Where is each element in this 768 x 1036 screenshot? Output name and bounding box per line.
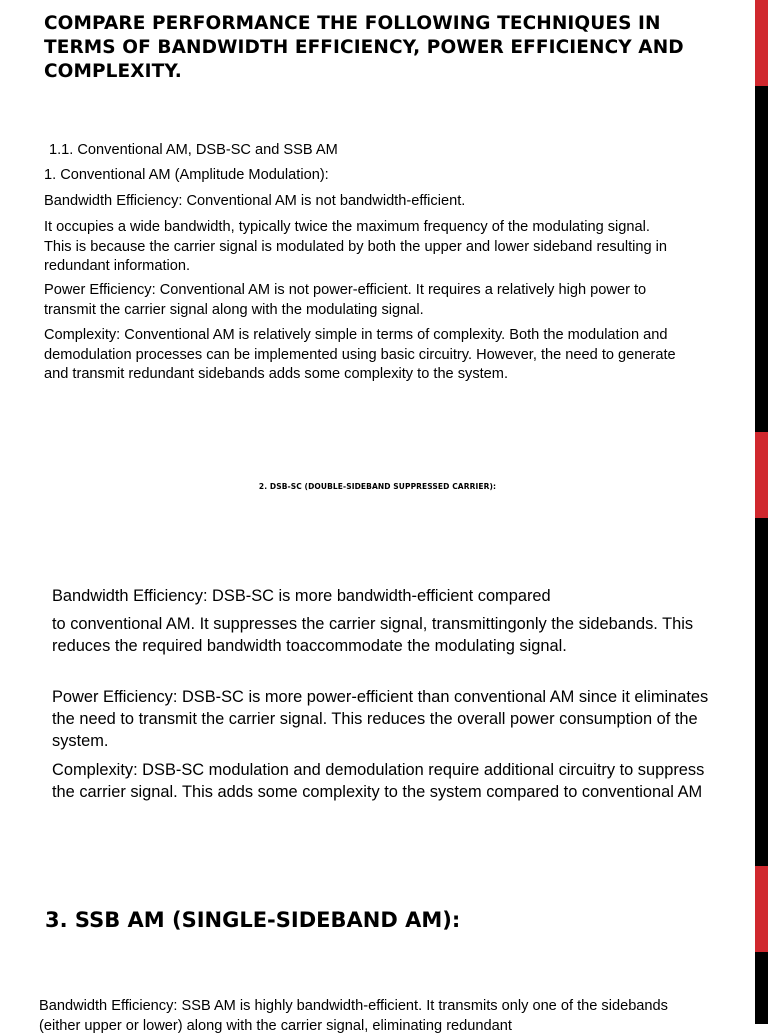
section1-bandwidth: Bandwidth Efficiency: Conventional AM is not bandwidth-efficient. [44,193,466,209]
section1-subheading: 1. Conventional AM (Amplitude Modulation): [44,167,329,183]
section1-power: Power Efficiency: Conventional AM is not power-efficient. It requires a relatively high power to transmit the carrier signal along with the modulating signal. [44,282,647,318]
section2-bandwidth: Bandwidth Efficiency: DSB-SC is more bandwidth-efficient compared [52,587,551,605]
section3-bandwidth: Bandwidth Efficiency: SSB AM is highly bandwidth-efficient. It transmits only one of the sidebands (either upper or lower) along with the carrier signal, eliminating redundant [39,998,668,1034]
side-bar-red-segment [755,0,768,86]
side-bar-dark-segment [755,518,768,866]
side-bar-dark-segment [755,952,768,1024]
section1-heading: 1.1. Conventional AM, DSB-SC and SSB AM [49,142,338,158]
page-title: COMPARE PERFORMANCE THE FOLLOWING TECHNIQUES IN TERMS OF BANDWIDTH EFFICIENCY, POWER EFFICIENCY AND COMPLEXITY. [44,13,684,82]
slide-side-bar [755,0,768,1024]
section2-complexity: Complexity: DSB-SC modulation and demodulation require additional circuitry to suppress the carrier signal. This adds some complexity to the system compared to conventional AM [52,761,705,801]
side-bar-dark-segment [755,86,768,432]
section2-bandwidth-detail: to conventional AM. It suppresses the carrier signal, transmittingonly the sidebands. This reduces the required bandwidth toaccommodate the modulating signal. [52,615,694,655]
section2-power: Power Efficiency: DSB-SC is more power-efficient than conventional AM since it eliminates the need to transmit the carrier signal. This reduces the overall power consumption of the system. [52,688,709,750]
side-bar-red-segment [755,432,768,518]
section2-heading: 2. DSB-SC (DOUBLE-SIDEBAND SUPPRESSED CARRIER): [258,482,497,491]
side-bar-red-segment [755,866,768,952]
section1-complexity: Complexity: Conventional AM is relatively simple in terms of complexity. Both the modulation and demodulation processes can be implemented using basic circuitry. However, the need to generate and transmit redundant sidebands adds some complexity to the system. [44,327,676,382]
section3-heading: 3. SSB AM (SINGLE-SIDEBAND AM): [45,908,461,932]
section1-bandwidth-detail: It occupies a wide bandwidth, typically twice the maximum frequency of the modulating signal. This is because the carrier signal is modulated by both the upper and lower sideband resulting in redundant information. [44,219,668,274]
